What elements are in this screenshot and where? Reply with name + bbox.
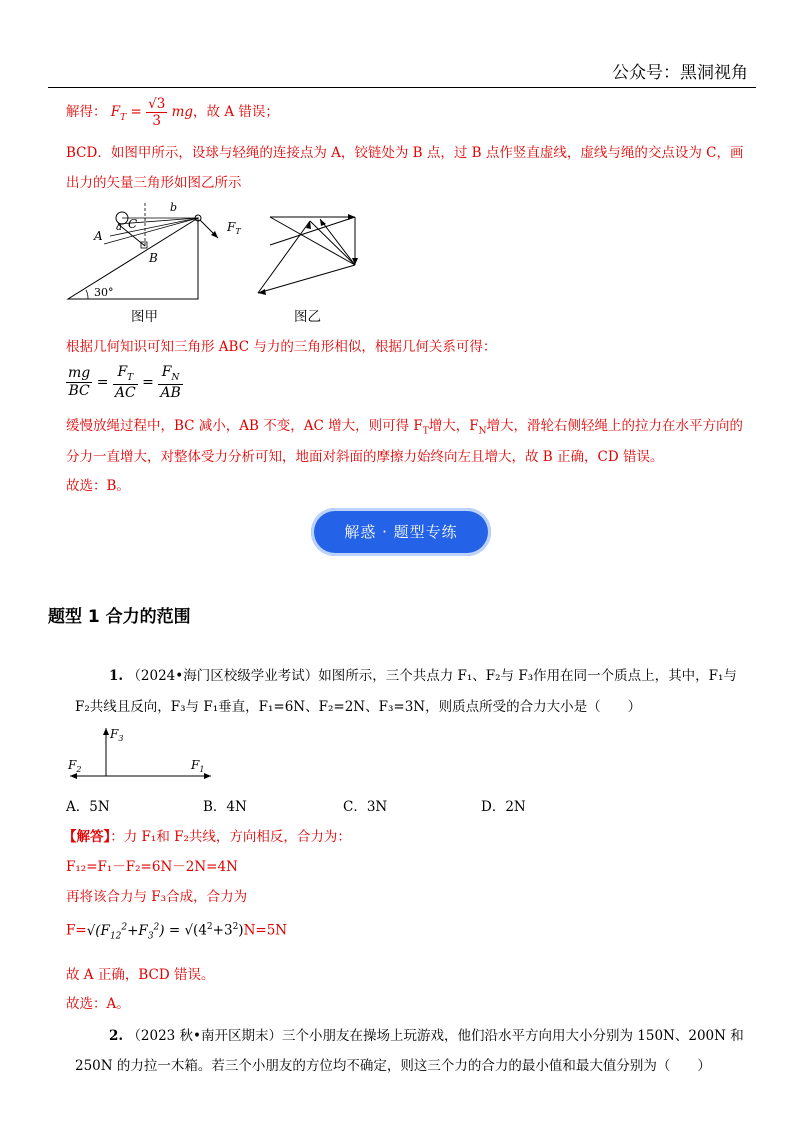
q1-answer-line-6: 故选：A。 (66, 996, 130, 1012)
fig-jia-caption: 图甲 (131, 309, 158, 325)
solution-line-4: 根据几何知识可知三角形 ABC 与力的三角形相似，根据几何关系可得： (66, 339, 497, 355)
label-FT: $F_T$ (227, 220, 241, 236)
section-banner: 解惑 · 题型专练 (311, 508, 491, 556)
fig-yi-caption: 图乙 (294, 309, 321, 325)
q1-force-diagram (66, 724, 216, 784)
figure-jia (60, 198, 260, 328)
solution-line-5: 缓慢放绳过程中，BC 减小，AB 不变，AC 增大，则可得 $F_T$增大，$F_N$增大，滑轮右侧轻绳上的拉力在水平方向的 (66, 418, 744, 437)
solution-line-1: 解得： $F_T$ = $\frac{√3}{3}$ mg，故 A 错误； (66, 96, 279, 130)
q1-option-b: B．4N (203, 799, 247, 815)
solution-line-3: 出力的矢量三角形如图乙所示 (66, 175, 242, 191)
ratio-formula: $\frac{mg}{BC}$ = $\frac{F_T}{AC}$ = $\frac{F_N}{AB}$ (68, 364, 181, 401)
q1-option-d: D．2N (481, 799, 526, 815)
solution-line-2: BCD．如图甲所示，设球与轻绳的连接点为 A，铰链处为 B 点，过 B 点作竖直虚线，虚线与绳的交点设为 C，画 (66, 145, 744, 161)
q1-line-2: F₂共线且反向，F₃与 F₁垂直，F₁=6N、F₂=2N、F₃=3N，则质点所受的合力大小是（ ） (75, 699, 642, 715)
label-C: C (128, 217, 138, 231)
q1-number: 1. (109, 668, 124, 684)
label-A: A (94, 229, 103, 243)
label-a: a (116, 222, 122, 233)
q1-line-1: 1. （2024•海门区校级学业考试）如图所示，三个共点力 F₁、F₂与 F₃作用在同一个质点上，其中，F₁与 (109, 668, 737, 684)
q1-answer-line-4: $F=√(F_{12}^2+F_3^2) = √(4^2+3^2)N=5N$ (66, 922, 288, 942)
figure-yi (250, 205, 370, 305)
q1-answer-line-3: 再将该合力与 F₃合成，合力为 (66, 889, 248, 905)
q1-answer-line-5: 故 A 正确，BCD 错误。 (66, 967, 215, 983)
q1-option-c: C．3N (343, 799, 388, 815)
solution-line-7: 故选：B。 (66, 478, 130, 494)
q2-line-1: 2. （2023 秋•南开区期末）三个小朋友在操场上玩游戏，他们沿水平方向用大小分别为 150N、200N 和 (109, 1028, 744, 1044)
q1-answer-line-1: 【解答】：力 F₁和 F₂共线，方向相反，合力为： (63, 829, 351, 845)
q1-option-a: A．5N (66, 799, 110, 815)
q1-f1-label: $F_1$ (191, 758, 205, 774)
watermark: 公众号：黑洞视角 (612, 63, 748, 83)
q2-number: 2. (109, 1028, 124, 1044)
header-rule (48, 87, 756, 88)
q1-f2-label: $F_2$ (68, 758, 82, 774)
section-title: 题型 1 合力的范围 (48, 607, 191, 627)
solution-line-6: 分力一直增大，对整体受力分析可知，地面对斜面的摩擦力始终向左且增大，故 B 正确，CD 错误。 (66, 449, 664, 465)
q2-line-2: 250N 的力拉一木箱。若三个小朋友的方位均不确定，则这三个力的合力的最小值和最大值分别为（ ） (75, 1058, 711, 1074)
label-B: B (149, 251, 158, 265)
label-b: b (170, 201, 178, 214)
q1-f3-label: $F_3$ (110, 727, 124, 743)
angle-label: 30° (94, 286, 114, 299)
q1-answer-line-2: F₁₂=F₁－F₂=6N－2N=4N (66, 859, 238, 875)
